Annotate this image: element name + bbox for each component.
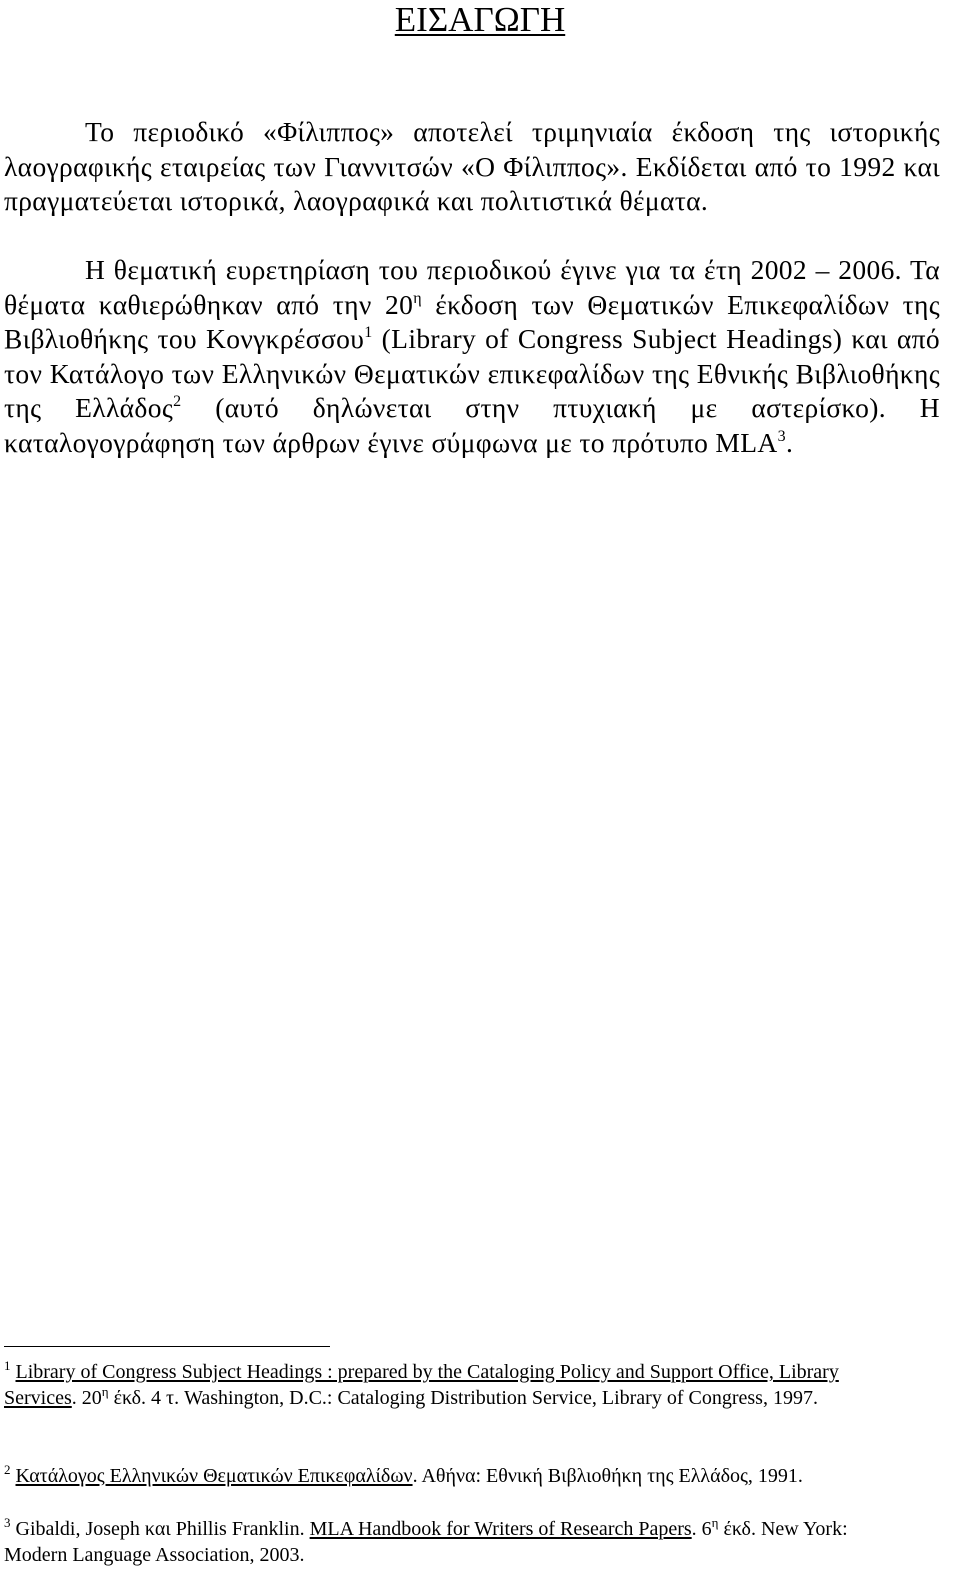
footnote-1-ordinal: η: [101, 1384, 109, 1399]
footnote-3-mid: . 6: [691, 1518, 712, 1540]
indexing-text-part5: .: [785, 426, 794, 458]
intro-paragraph-text: Το περιοδικό «Φίλιππος» αποτελεί τριμηνιαία έκδοση της ιστορικής λαογραφικής εταιρείας των Γιαννιτσών «Ο Φίλιππος». Εκδίδεται από το 1992 και πραγματεύεται ιστορικά, λαογραφικά και πολιτιστικά θέματα.: [4, 116, 940, 216]
footnote-1-title: Library of Congress Subject Headings : prepared by the Cataloging Policy and Support Office, Library Services: [4, 1361, 839, 1409]
footnote-2-title: Κατάλογος Ελληνικών Θεματικών Επικεφαλίδων: [15, 1465, 413, 1487]
indexing-text-part4: (αυτό δηλώνεται στην πτυχιακή με αστερίσκο). Η καταλογογράφηση των άρθρων έγινε σύμφωνα με το πρότυπο MLA: [4, 392, 940, 458]
footnote-1-rest: έκδ. 4 τ. Washington, D.C.: Cataloging Distribution Service, Library of Congress, 1997.: [108, 1387, 818, 1409]
indexing-text-part3: (Library of Congress Subject Headings) και από τον Κατάλογο των Ελληνικών Θεματικών επικεφαλίδων της Εθνικής Βιβλιοθήκης της Ελλάδος: [4, 323, 940, 423]
footnote-3-ordinal: η: [711, 1515, 719, 1530]
footnote-ref-3[interactable]: 3: [777, 427, 786, 445]
page-title: [0, 0, 960, 40]
footnote-1: [4, 1359, 900, 1411]
footnote-2-rest: . Αθήνα: Εθνική Βιβλιοθήκη της Ελλάδος, 1991.: [412, 1465, 803, 1487]
footnote-separator: [4, 1346, 330, 1347]
footnote-1-mid: . 20: [71, 1387, 102, 1409]
footnote-3-rest: έκδ. New York: Modern Language Association, 2003.: [4, 1518, 848, 1566]
footnote-ref-1[interactable]: 1: [364, 324, 373, 341]
footnote-1-number: 1: [4, 1358, 11, 1373]
footnote-3-title: MLA Handbook for Writers of Research Papers: [309, 1518, 692, 1540]
footnote-ref-2[interactable]: 2: [173, 393, 182, 410]
footnote-2: [4, 1463, 900, 1489]
footnote-3-pre: Gibaldi, Joseph και Phillis Franklin.: [10, 1518, 310, 1540]
footnote-3-number: 3: [4, 1515, 11, 1530]
intro-paragraph: [4, 115, 940, 219]
footnote-2-number: 2: [4, 1462, 11, 1477]
indexing-text-part2: έκδοση των Θεματικών Επικεφαλίδων της Βιβλιοθήκης του Κονγκρέσσου: [4, 288, 941, 354]
page-title-text: ΕΙΣΑΓΩΓΗ: [394, 0, 566, 39]
footnote-3: [4, 1516, 900, 1568]
indexing-paragraph: [4, 253, 940, 460]
indexing-text-part1: Η θεματική ευρετηρίαση του περιοδικού έγινε για τα έτη 2002 – 2006. Τα θέματα καθιερώθηκαν από την 20: [4, 254, 940, 320]
ordinal-superscript: η: [413, 289, 422, 307]
